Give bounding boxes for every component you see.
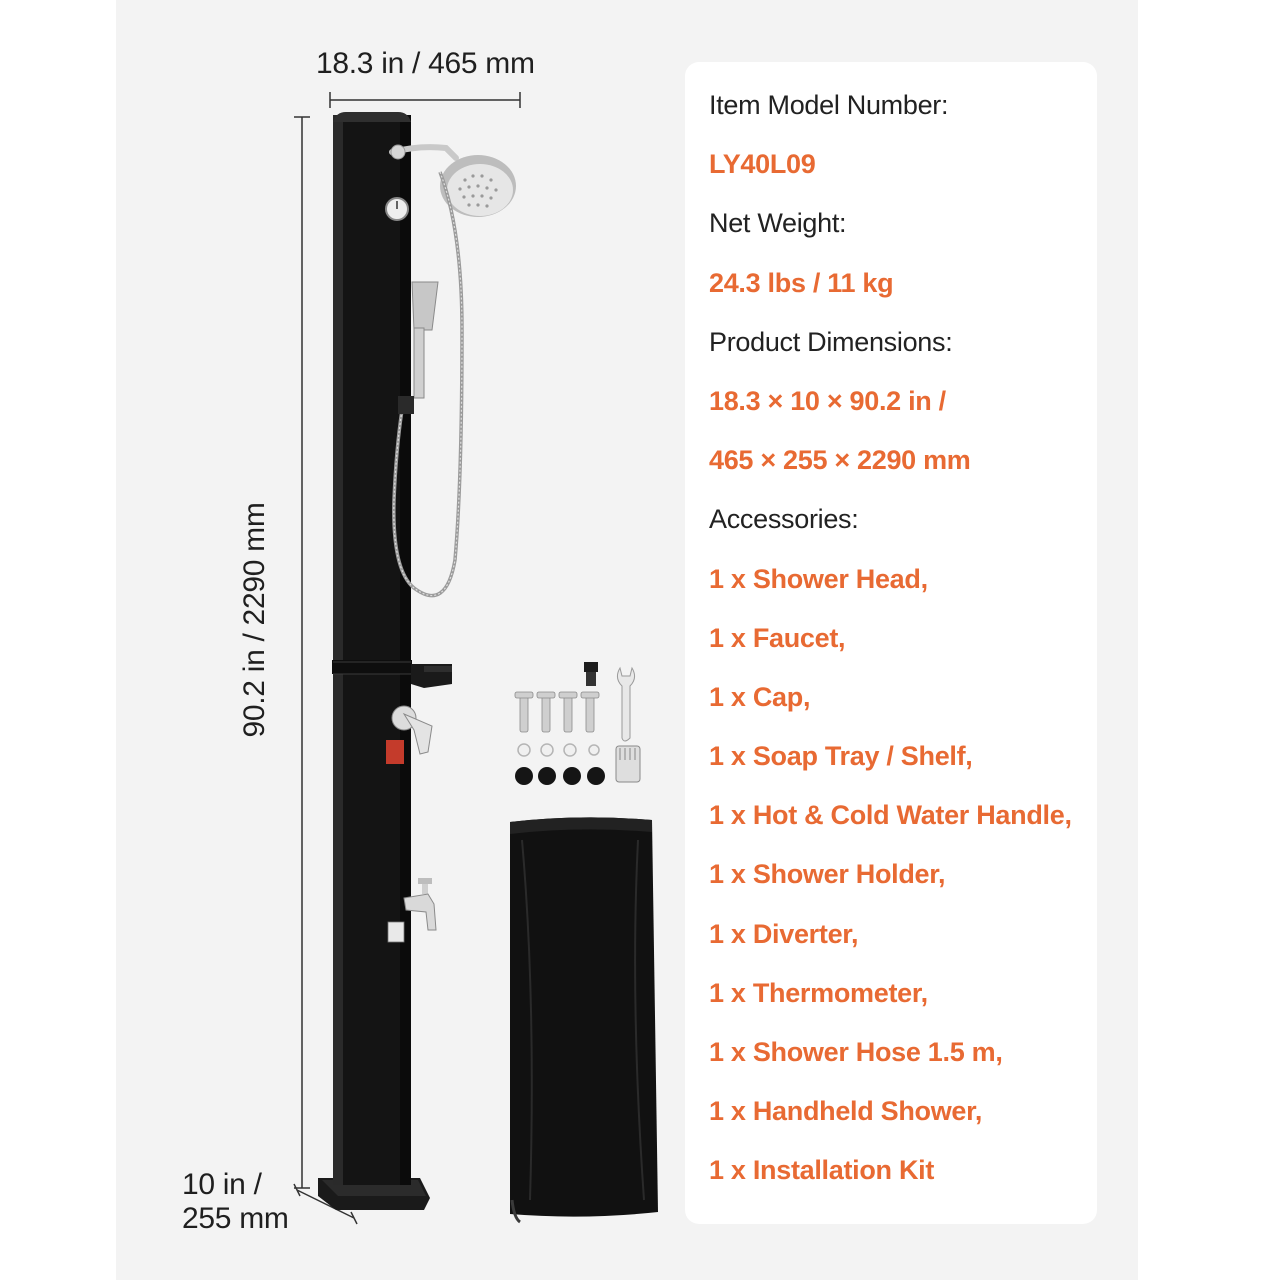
accessory-item: 1 x Faucet, xyxy=(709,622,846,653)
spec-list xyxy=(709,84,1072,1209)
thermometer-icon xyxy=(386,198,408,220)
shower-column xyxy=(332,112,412,1185)
model-number-label: Item Model Number: xyxy=(709,90,949,120)
width-dimension-line xyxy=(330,92,520,108)
accessory-item: 1 x Shower Head, xyxy=(709,563,928,594)
net-weight-label: Net Weight: xyxy=(709,208,847,239)
width-dimension-label: 18.3 in / 465 mm xyxy=(316,47,535,80)
height-dimension-label: 90.2 in / 2290 mm xyxy=(238,502,271,738)
storage-bag-icon xyxy=(510,817,658,1222)
label-sticker xyxy=(388,922,404,942)
model-number-value: LY40L09 xyxy=(709,149,816,180)
net-weight-value: 24.3 lbs / 11 kg xyxy=(709,267,894,298)
accessory-item: 1 x Thermometer, xyxy=(709,977,928,1008)
installation-kit xyxy=(515,662,640,785)
accessory-item: 1 x Shower Holder, xyxy=(709,859,946,890)
depth-dimension-label xyxy=(182,1168,289,1236)
accessory-item: 1 x Handheld Shower, xyxy=(709,1096,983,1127)
depth-dimension-line1: 10 in / xyxy=(182,1168,262,1201)
accessory-item: 1 x Shower Hose 1.5 m, xyxy=(709,1037,1003,1067)
depth-dimension-line2: 255 mm xyxy=(182,1202,289,1235)
accessory-item: 1 x Installation Kit xyxy=(709,1155,935,1186)
soap-tray xyxy=(411,664,452,688)
product-dimensions-label: Product Dimensions: xyxy=(709,326,953,357)
accessory-item: 1 x Cap, xyxy=(709,681,811,712)
accessories-label: Accessories: xyxy=(709,504,859,535)
accessory-item: 1 x Hot & Cold Water Handle, xyxy=(709,800,1072,831)
height-dimension-line xyxy=(294,117,310,1188)
product-dimensions-imperial: 18.3 × 10 × 90.2 in / xyxy=(709,385,946,416)
accessory-item: 1 x Diverter, xyxy=(709,918,859,949)
warning-sticker xyxy=(386,740,404,764)
product-dimensions-metric: 465 × 255 × 2290 mm xyxy=(709,445,971,476)
accessory-item: 1 x Soap Tray / Shelf, xyxy=(709,741,973,772)
